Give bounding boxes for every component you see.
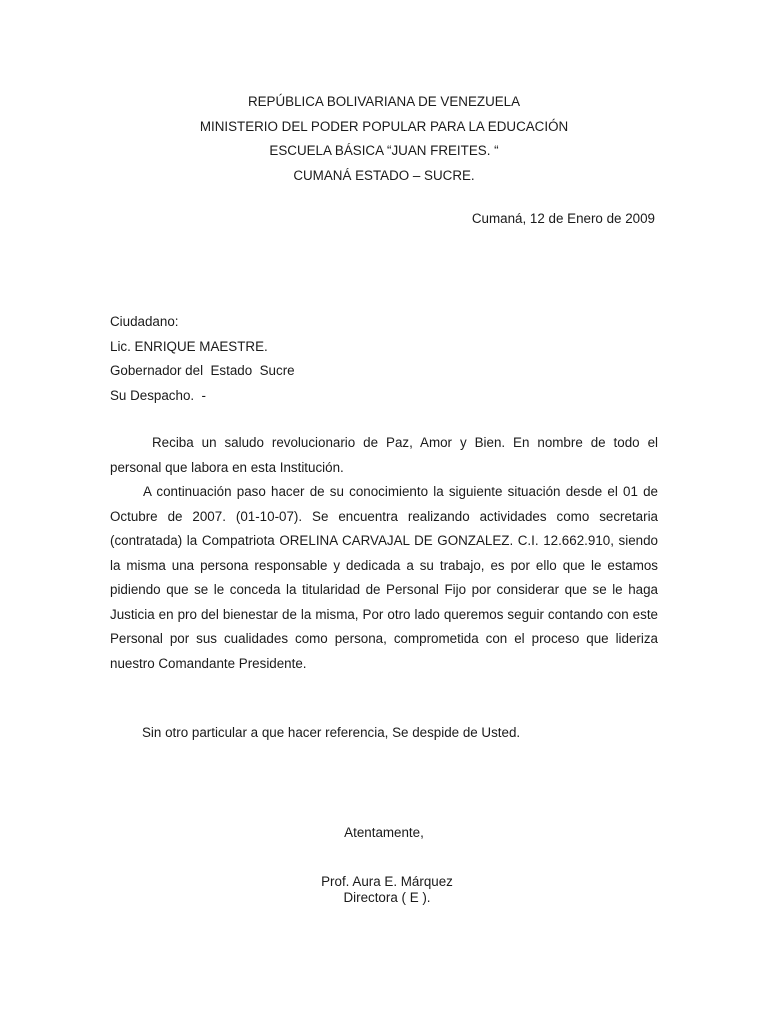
letter-date: Cumaná, 12 de Enero de 2009 <box>471 211 655 226</box>
header-ministry: MINISTERIO DEL PODER POPULAR PARA LA EDUCACIÓN <box>199 118 569 134</box>
addressee-position: Gobernador del Estado Sucre <box>110 363 295 378</box>
header-location: CUMANÁ ESTADO – SUCRE. <box>293 167 475 183</box>
header-country: REPÚBLICA BOLIVARIANA DE VENEZUELA <box>247 94 521 109</box>
addressee-salutation: Ciudadano: <box>110 314 179 329</box>
body-paragraph-greeting: Reciba un saludo revolucionario de Paz, Amor y Bien. En nombre de todo el personal que labora en esta Institución. <box>110 435 658 475</box>
body-paragraph-request: A continuación paso hacer de su conocimiento la siguiente situación desde el 01 de Octubre de 2007. (01-10-07). Se encuentra realizando actividades como secretaria (contratada) la Compatriota ORELINA CARVAJAL DE GONZALEZ. C.I. 12.662.910, siendo la misma una persona responsable y dedicada a su trabajo, es por ello que le estamos pidiendo que se le conceda la titularidad de Personal Fijo por considerar que se le haga Justicia en pro del bienestar de la misma, Por otro lado queremos seguir contando con este Personal por sus cualidades como persona, comprometida con el proceso que lideriza nuestro Comandante Presidente. <box>110 484 658 671</box>
signer-title: Directora ( E ). <box>343 890 431 905</box>
letterhead <box>0 90 768 188</box>
closing-line: Sin otro particular a que hacer referencia, Se despide de Usted. <box>142 725 521 740</box>
signature-block <box>3 874 768 906</box>
addressee-office: Su Despacho. - <box>110 387 207 403</box>
header-school: ESCUELA BÁSICA “JUAN FREITES. “ <box>269 143 499 158</box>
signer-name: Prof. Aura E. Márquez <box>321 874 453 889</box>
signature-salutation: Atentamente, <box>344 825 424 840</box>
addressee-name: Lic. ENRIQUE MAESTRE. <box>110 338 268 354</box>
letter-body <box>110 431 658 676</box>
addressee-block <box>110 310 295 408</box>
